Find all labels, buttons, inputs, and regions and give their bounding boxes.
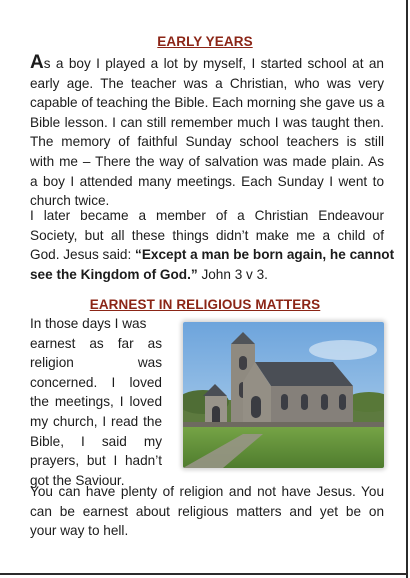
drop-cap: A: [30, 52, 44, 73]
text-line: [30, 265, 384, 285]
scripture-reference: John 3 v 3.: [197, 266, 268, 282]
text-line: capable of teaching the Bible. Each morning she gave us a: [30, 95, 385, 111]
text-line: your way to hell.: [30, 523, 129, 539]
text-line: a boy I attended many meetings. Each Sunday I went to: [30, 173, 384, 189]
text-line: got the Saviour.: [30, 472, 125, 488]
paragraph-religion-not-jesus: [30, 482, 384, 541]
text-line: earnest as far as: [30, 335, 162, 351]
text-line: religion was: [30, 355, 162, 371]
text-line: Bible, I said my: [30, 433, 162, 449]
text-line: with me – There the way of salvation was made plain. As: [30, 153, 384, 169]
paragraph-early-years: [30, 54, 384, 211]
paragraph-christian-endeavour: [30, 206, 395, 284]
text-line: can be earnest about religious matters and yet be on: [30, 503, 384, 519]
text-line: the meetings, I loved: [30, 394, 162, 410]
section-heading-early-years: EARLY YEARS: [157, 34, 253, 49]
page-border-bottom: [0, 573, 408, 575]
text-line: In those days I was: [30, 316, 147, 331]
text-line: Society, but all these things didn’t make me a child of: [30, 227, 384, 243]
text-line: my church, I read the: [30, 413, 162, 429]
text-fragment: God. Jesus said:: [30, 247, 136, 263]
church-photo: [183, 322, 384, 468]
text-line: [30, 245, 395, 265]
text-line: Bible lesson. I can still remember much I was taught then.: [30, 114, 384, 130]
text-line: early age. The teacher was a Christian, who was very: [30, 75, 384, 91]
text-line: concerned. I loved: [30, 374, 162, 390]
text-line: [30, 54, 384, 74]
text-line: I later became a member of a Christian Endeavour: [30, 208, 384, 223]
page-border-right: [406, 0, 408, 578]
paragraph-earnest: [30, 314, 162, 490]
scripture-quote: “Except a man be born again, he cannot: [135, 247, 395, 263]
text-line: You can have plenty of religion and not have Jesus. You: [30, 484, 384, 499]
scripture-quote: see the Kingdom of God.”: [30, 266, 198, 282]
text-line: church twice.: [30, 193, 110, 209]
text-fragment: s a boy I played a lot by myself, I started school at an: [43, 56, 384, 71]
section-heading-earnest: EARNEST IN RELIGIOUS MATTERS: [89, 297, 321, 312]
text-line: The memory of faithful Sunday school teachers is still: [30, 134, 384, 150]
text-line: prayers, but I hadn’t: [30, 453, 162, 469]
